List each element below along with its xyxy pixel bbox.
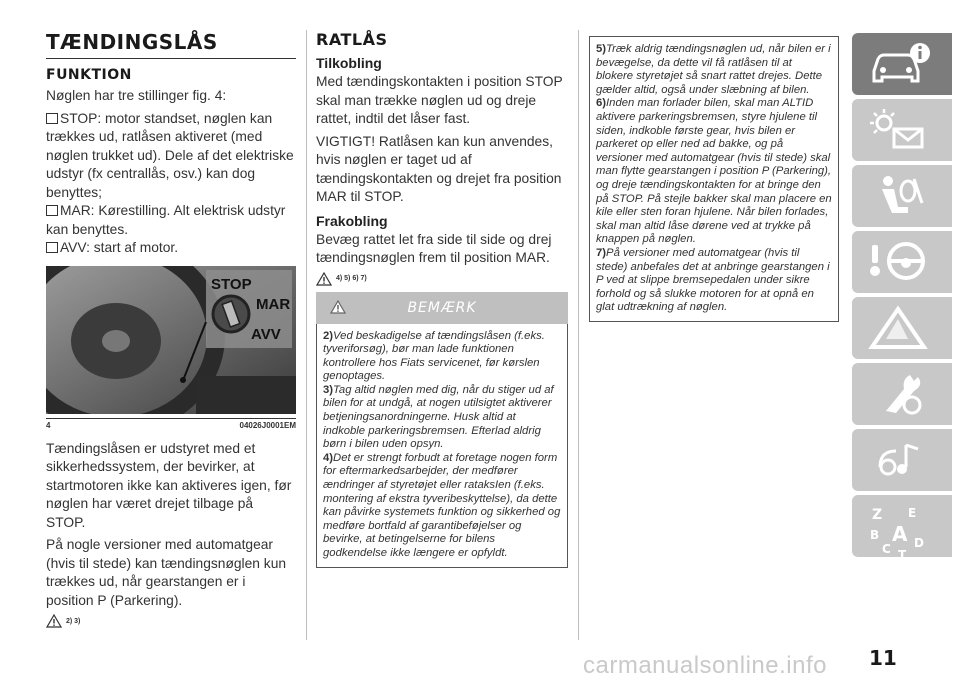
subheading-engage: Tilkobling	[316, 55, 382, 71]
column-notes	[589, 36, 839, 322]
bullet-box-icon	[46, 205, 58, 216]
label-stop: STOP	[211, 275, 252, 293]
tab-safety[interactable]	[852, 165, 952, 227]
svg-text:C: C	[882, 542, 891, 556]
bullet-box-icon	[46, 242, 58, 253]
tab-warning-lights[interactable]	[852, 99, 952, 161]
subheading-disengage: Frakobling	[316, 212, 388, 229]
warning-lights-icon	[868, 107, 932, 153]
tab-maintenance[interactable]	[852, 363, 952, 425]
notice-header	[316, 292, 568, 324]
note-item: 3)Tag altid nøglen med dig, når du stiger ud af bilen for at undgå, at nogen utilsigtet aktiverer betjeningsanordningerne. Husk altid at indkoble parkeringsbremsen. Efterlad aldrig børn i bilen uden opsyn.	[323, 383, 554, 451]
paragraph-automatic: På nogle versioner med automatgear (hvis til stede) kan tændingsnøglen kun trækkes ud, når gearstangen er i position P (Parkering).	[46, 537, 287, 608]
warning-icon	[316, 272, 332, 286]
paragraph-engage: Med tændingskontakten i position STOP skal man trække nøglen ud og dreje rattet, indtil det låser fast.	[316, 74, 563, 126]
warning-refs: 2) 3)	[46, 614, 296, 628]
section-title: TÆNDINGSLÅS	[46, 30, 296, 59]
tab-index[interactable]	[852, 495, 952, 562]
intro-text: Nøglen har tre stillinger fig. 4:	[46, 88, 227, 103]
figure-code: 04026J0001EM	[239, 420, 296, 430]
figure-caption	[46, 418, 296, 430]
figure-number: 4	[46, 420, 51, 430]
bullet-stop: STOP: motor standset, nøglen kan trækkes ud, ratlåsen aktiveret (med nøglen trukket ud). Dele af det elektriske udstyr (fx centrallås, osv.) kan dog benyttes;	[46, 110, 294, 200]
svg-text:B: B	[870, 528, 880, 542]
car-info-icon	[868, 41, 932, 87]
bullet-avv: AVV: start af motor.	[46, 239, 296, 258]
warning-icon	[46, 614, 62, 628]
warning-icon	[330, 300, 346, 314]
airbag-safety-icon	[868, 173, 932, 219]
music-nav-icon	[868, 437, 932, 483]
watermark: carmanualsonline.info	[583, 652, 827, 679]
alphabet-index-icon	[868, 503, 932, 563]
warning-triangle-icon	[868, 305, 932, 351]
column-ignition	[46, 30, 296, 634]
note-item: 4)Det er strengt forbudt at foretage nogen form for eftermarkedsarbejder, der medfører ændringer af styretøjet eller rataksIen (f.eks. montering af ekstra tyveribeskyttelse), da dette kan påvirke systemets funktion og sikkerhed og medføre bortfald af garantibeføjelser og bevirke, at betingelserne for bilens godkendelse ikke længere er opfyldt.	[323, 451, 561, 559]
paragraph-important: VIGTIGT! Ratlåsen kan kun anvendes, hvis nøglen er taget ud af tændingskontakten og drejet fra position MAR til STOP.	[316, 133, 562, 204]
notes-box	[589, 36, 839, 322]
bullet-mar: MAR: Kørestilling. Alt elektrisk udstyr kan benyttes.	[46, 203, 286, 237]
svg-text:E: E	[908, 506, 917, 520]
tab-starting-driving[interactable]	[852, 231, 952, 293]
chapter-tabs	[852, 33, 952, 561]
column-divider	[578, 30, 579, 640]
note-item: 5)Træk aldrig tændingsnøglen ud, når bilen er i bevægelse, da dette vil få ratlåsen til at blokere styretøjet så snart rattet drejes. Dette gælder altid, også under slæbning af bilen.	[596, 43, 831, 96]
svg-text:D: D	[914, 536, 924, 550]
paragraph-disengage: Bevæg rattet let fra side til side og drej tændingsnøglen frem til position MAR.	[316, 231, 552, 265]
column-divider	[306, 30, 307, 640]
page-number: 11	[869, 646, 897, 670]
bullet-box-icon	[46, 113, 58, 124]
notice-box	[316, 324, 568, 568]
subsection-title: FUNKTION	[46, 67, 132, 83]
steering-wheel-icon	[868, 239, 932, 285]
label-mar: MAR	[256, 295, 291, 313]
note-item: 6)Inden man forlader bilen, skal man ALTID aktivere parkeringsbremsen, styre hjulene til siden, indkoble første gear, hvis bilen er parkeret op eller ned ad bakke, og på versioner med automatgear (hvis til stede) skal man flytte gearstangen i position P (Parkering), og dreje tændingskontakten for at bringe den på STOP. På stejle bakker skal man placere en kile eller sten foran hjulene. Når bilen forlades, skal man altid låse dørene ved at trykke på knappen på nøglen.	[596, 97, 832, 246]
label-avv: AVV	[251, 325, 281, 343]
warning-refs: 4) 5) 6) 7)	[316, 272, 568, 286]
svg-text:Z: Z	[872, 507, 883, 523]
wrench-icon	[868, 371, 932, 417]
notice-title: BEMÆRK	[407, 299, 477, 316]
ignition-photo	[46, 266, 296, 414]
note-item: 2)Ved beskadigelse af tændingslåsen (f.eks. tyveriforsøg), bør man lade funktionen kontrollere hos Fiats servicenet, før kørslen genoptages.	[323, 329, 545, 383]
column-steering-lock	[316, 30, 568, 568]
tab-multimedia[interactable]	[852, 429, 952, 491]
tab-emergency[interactable]	[852, 297, 952, 359]
paragraph-safety: Tændingslåsen er udstyret med et sikkerhedssystem, der bevirker, at startmotoren ikke kan aktiveres igen, før nøglen har været drejet tilbage på STOP.	[46, 440, 292, 530]
svg-text:A: A	[892, 522, 908, 546]
section-title: RATLÅS	[316, 30, 388, 49]
tab-car-info[interactable]	[852, 33, 952, 95]
note-item: 7)På versioner med automatgear (hvis til stede) anbefales det at anbringe gearstangen i P ved at slippe bremsepedalen under sikre forhold og så slukke motoren for at opnå en glat udtrækning af nøglen.	[596, 246, 830, 314]
svg-text:T: T	[898, 548, 907, 562]
